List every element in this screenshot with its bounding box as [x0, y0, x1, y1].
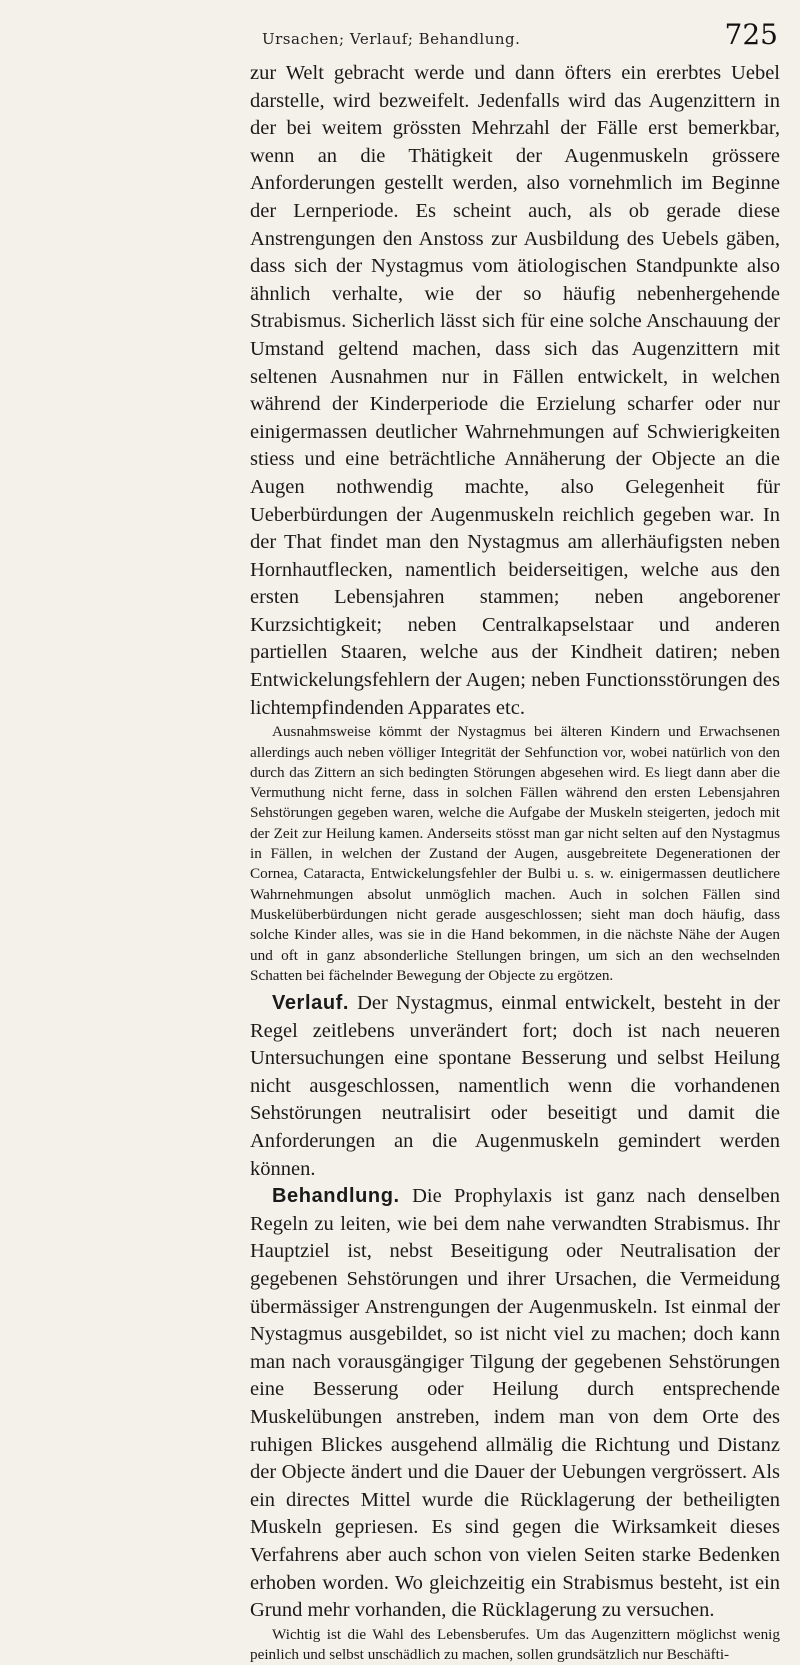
paragraph-course: [250, 990, 780, 1183]
paragraph-course-text: Der Nystagmus, einmal entwickelt, besteht in der Regel zeitlebens unverändert fort; doch ist nach neueren Untersuchungen eine spontane Besserung und selbst Heilung nicht ausgeschlossen, namentlich wenn die vorhandenen Sehstörungen neutralisirt oder beseitigt und damit die Anforderungen an die Augenmuskeln gemindert werden können.: [250, 992, 781, 1180]
paragraph-exceptions: Ausnahmsweise kömmt der Nystagmus bei älteren Kindern und Erwachsenen allerdings auch neben völliger Integrität der Sehfunction vor, wobei natürlich von den durch das Zittern an sich bedingten Störungen abgesehen wird. Es liegt dann aber die Vermuthung nicht ferne, dass in solchen Fällen während den ersten Lebensjahren Sehstörungen gegeben waren, welche die Aufgabe der Muskeln steigerten, jedoch mit der Zeit zur Heilung kamen. Anderseits stösst man gar nicht selten auf den Nystagmus in Fällen, in welchen der Zustand der Augen, ausgebreitete Degenerationen der Cornea, Cataracta, Entwickelungsfehler der Bulbi u. s. w. einigermassen deutlichere Wahrnehmungen absolut unmöglich machen. Auch in solchen Fällen sind Muskelüberbürdungen nicht gerade ausgeschlossen; sieht man doch häufig, dass solche Kinder alles, was sie in die Hand bekommen, in die nächste Nähe der Augen und oft in ganz absonderliche Stellungen bringen, um sich an den wechselnden Schatten bei fächelnder Bewegung der Objecte zu ergötzen.: [250, 723, 780, 984]
paragraph-profession: Wichtig ist die Wahl des Lebensberufes. Um das Augenzittern möglichst wenig peinlich und selbst unschädlich zu machen, sollen grundsätzlich nur Beschäfti-: [250, 1625, 780, 1664]
paragraph-treatment: [250, 1183, 780, 1625]
heading-treatment: Behandlung.: [272, 1185, 400, 1208]
body-text: [250, 60, 780, 1665]
running-head: Ursachen; Verlauf; Behandlung.: [262, 30, 521, 48]
page-number: 725: [724, 18, 778, 51]
heading-course: Verlauf.: [272, 992, 350, 1015]
page-header: [0, 16, 800, 60]
paragraph-treatment-text: Die Prophylaxis ist ganz nach denselben Regeln zu leiten, wie bei dem nahe verwandten Strabismus. Ihr Hauptziel ist, nebst Beseitigung oder Neutralisation der gegebenen Sehstörungen und ihrer Ursachen, die Vermeidung übermässiger Anstrengungen der Augenmuskeln. Ist einmal der Nystagmus ausgebildet, so ist nicht viel zu machen; doch kann man nach vorausgängiger Tilgung der gegebenen Sehstörungen eine Besserung oder Heilung durch entsprechende Muskelübungen anstreben, indem man von dem Orte des ruhigen Blickes ausgehend allmälig die Richtung und Distanz der Objecte ändert und die Dauer der Uebungen vergrössert. Als ein directes Mittel wurde die Rücklagerung der betheiligten Muskeln gepriesen. Es sind gegen die Wirksamkeit dieses Verfahrens aber auch schon von vielen Seiten starke Bedenken erhoben worden. Wo gleichzeitig ein Strabismus besteht, ist ein Grund mehr vorhanden, die Rücklagerung zu versuchen.: [250, 1185, 781, 1622]
paragraph-etiology: zur Welt gebracht werde und dann öfters ein ererbtes Uebel darstelle, wird bezweifelt. Jedenfalls wird das Augenzittern in der bei weitem grössten Mehrzahl der Fälle erst bemerkbar, wenn an die Thätigkeit der Augenmuskeln grössere Anforderungen gestellt werden, also vornehmlich im Beginne der Lernperiode. Es scheint auch, als ob gerade diese Anstrengungen den Anstoss zur Ausbildung des Uebels gäben, dass sich der Nystagmus vom ätiologischen Standpunkte also ähnlich verhalte, wie der so häufig nebenhergehende Strabismus. Sicherlich lässt sich für eine solche Anschauung der Umstand geltend machen, dass sich das Augenzittern mit seltenen Ausnahmen nur in Fällen entwickelt, in welchen während der Kinderperiode die Erzielung scharfer oder nur einigermassen deutlicher Wahrnehmungen auf Schwierigkeiten stiess und eine beträchtliche Annäherung der Objecte an die Augen nothwendig machte, also Gelegenheit für Ueberbürdungen der Augenmuskeln reichlich gegeben war. In der That findet man den Nystagmus am allerhäufigsten neben Hornhautflecken, namentlich beiderseitigen, welche aus den ersten Lebensjahren stammen; neben angeborener Kurzsichtigkeit; neben Centralkapselstaar und anderen partiellen Staaren, welche aus der Kindheit datiren; neben Entwickelungsfehlern der Augen; neben Functionsstörungen des lichtempfindenden Apparates etc.: [250, 62, 780, 719]
